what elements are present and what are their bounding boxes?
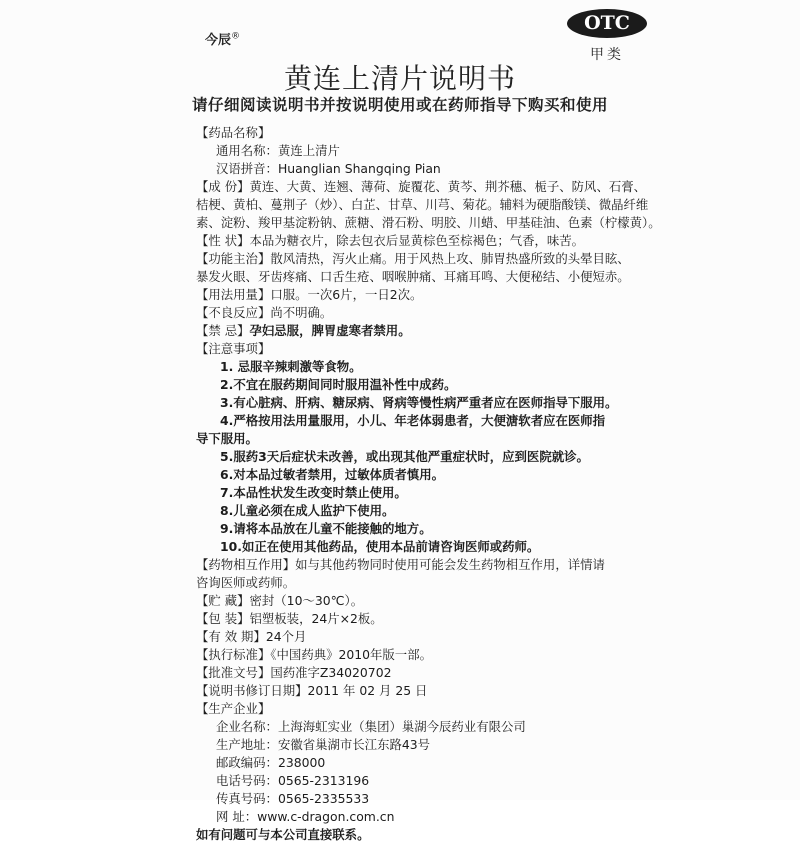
company-website: 网 址：www.c-dragon.com.cn [216, 809, 395, 824]
common-name: 通用名称：黄连上清片 [216, 143, 340, 158]
contraindications-text: 孕妇忌服，脾胃虚寒者禁用。 [249, 323, 411, 338]
contact-note: 如有问题可与本公司直接联系。 [196, 827, 370, 842]
section-heading: 【批准文号】 [196, 665, 271, 680]
properties-text: 本品为糖衣片，除去包衣后显黄棕色至棕褐色；气香，味苦。 [249, 233, 585, 248]
ingredients-text: 桔梗、黄柏、蔓荆子（炒）、白芷、甘草、川芎、菊花。辅料为硬脂酸镁、微晶纤维 [196, 197, 649, 212]
ingredients-text: 素、淀粉、羧甲基淀粉钠、蔗糖、滑石粉、明胶、川蜡、甲基硅油、色素（柠檬黄）。 [196, 215, 661, 230]
section-heading: 【贮 藏】 [196, 593, 250, 608]
package-text: 铝塑板装，24片×2板。 [249, 611, 383, 626]
section-heading: 【注意事项】 [196, 341, 271, 356]
approval-number: 国药准字Z34020702 [270, 665, 392, 680]
registered-mark: ® [231, 31, 241, 42]
adverse-text: 尚不明确。 [270, 305, 333, 320]
otc-class-label: 甲类 [590, 47, 624, 63]
precaution-item: 3.有心脏病、肝病、糖尿病、肾病等慢性病严重者应在医师指导下服用。 [220, 395, 618, 410]
precaution-item: 6.对本品过敏者禁用，过敏体质者慎用。 [220, 467, 444, 482]
validity-text: 24个月 [265, 629, 307, 644]
standard-text: 《中国药典》2010年版一部。 [270, 647, 432, 662]
section-heading: 【说明书修订日期】 [196, 683, 308, 698]
precaution-item: 8.儿童必须在成人监护下使用。 [220, 503, 395, 518]
section-heading: 【执行标准】 [196, 647, 271, 662]
precaution-item: 10.如正在使用其他药品，使用本品前请咨询医师或药师。 [220, 539, 540, 554]
section-heading: 【不良反应】 [196, 305, 271, 320]
company-name: 企业名称：上海海虹实业（集团）巢湖今辰药业有限公司 [216, 719, 526, 734]
revision-date: 2011 年 02 月 25 日 [307, 683, 428, 698]
ingredients-text: 黄连、大黄、连翘、薄荷、旋覆花、黄芩、荆芥穗、栀子、防风、石膏、 [249, 179, 647, 194]
section-heading: 【药品名称】 [196, 125, 271, 140]
pinyin-name: 汉语拼音：Huanglian Shangqing Pian [216, 161, 441, 176]
brand-name: 今辰 [205, 33, 232, 48]
leaflet-body [196, 124, 661, 844]
section-heading: 【药物相互作用】 [196, 557, 296, 572]
section-heading: 【生产企业】 [196, 701, 271, 716]
section-heading: 【成 份】 [196, 179, 250, 194]
section-heading: 【有 效 期】 [196, 629, 266, 644]
precaution-item: 4.严格按用法用量服用，小儿、年老体弱患者，大便溏软者应在医师指 [220, 413, 606, 428]
section-heading: 【禁 忌】 [196, 323, 250, 338]
brand-logo [205, 29, 240, 48]
interactions-text: 咨询医师或药师。 [196, 575, 296, 590]
precaution-item: 1. 忌服辛辣刺激等食物。 [220, 359, 362, 374]
section-heading: 【包 装】 [196, 611, 250, 626]
document-title: 黄连上清片说明书 [283, 62, 516, 95]
indications-text: 暴发火眼、牙齿疼痛、口舌生疮、咽喉肿痛、耳痛耳鸣、大便秘结、小便短赤。 [196, 269, 630, 284]
company-postcode: 邮政编码：238000 [216, 755, 326, 770]
otc-badge: OTC [567, 9, 647, 38]
dosage-text: 口服。一次6片，一日2次。 [270, 287, 423, 302]
precaution-item-continued: 导下服用。 [196, 431, 258, 446]
company-phone: 电话号码：0565-2313196 [216, 773, 370, 788]
company-address: 生产地址：安徽省巢湖市长江东路43号 [216, 737, 431, 752]
precaution-item: 9.请将本品放在儿童不能接触的地方。 [220, 521, 432, 536]
indications-text: 散风清热，泻火止痛。用于风热上攻、肺胃热盛所致的头晕目眩、 [270, 251, 630, 266]
document-subtitle: 请仔细阅读说明书并按说明使用或在药师指导下购买和使用 [191, 96, 608, 114]
interactions-text: 如与其他药物同时使用可能会发生药物相互作用，详情请 [295, 557, 605, 572]
section-heading: 【用法用量】 [196, 287, 271, 302]
section-heading: 【功能主治】 [196, 251, 271, 266]
company-fax: 传真号码：0565-2335533 [216, 791, 370, 806]
precaution-item: 5.服药3天后症状未改善，或出现其他严重症状时，应到医院就诊。 [220, 449, 589, 464]
precaution-item: 7.本品性状发生改变时禁止使用。 [220, 485, 407, 500]
section-heading: 【性 状】 [196, 233, 250, 248]
precaution-item: 2.不宜在服药期间同时服用温补性中成药。 [220, 377, 457, 392]
storage-text: 密封（10～30℃）。 [249, 593, 364, 608]
